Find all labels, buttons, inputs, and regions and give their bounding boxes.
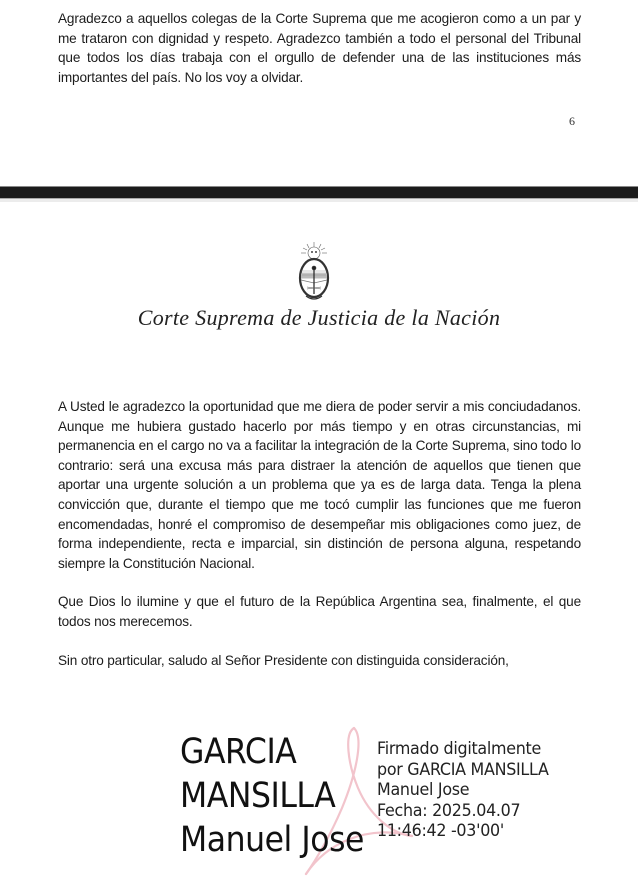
body-paragraph-3: Sin otro particular, saludo al Señor Presidente con distinguida consideración, (58, 653, 509, 668)
signature-detail-line: Fecha: 2025.04.07 (377, 800, 521, 821)
digital-signature-details (377, 739, 549, 842)
signature-detail-line: 11:46:42 -03'00' (377, 821, 504, 842)
body-paragraph-1: A Usted le agradezco la oportunidad que me diera de poder servir a mis conciudadanos. Aunque me hubiera gustado hacerlo por más tiempo y en otras circunstancias, mi permanencia en el cargo no va a facilitar la integración de la Corte Suprema, sino todo lo contrario: será una excusa más para distraer la atención de aquellos que tienen que aportar una urgente solución a un problema que ya es de larga data. Tenga la plena convicción que, durante el tiempo que me tocó cumplir las funciones que me fueron encomendadas, honré el compromiso de desempeñar mis obligaciones como juez, de forma independiente, recta e imparcial, sin distinción de persona alguna, respetando siempre la Constitución Nacional. (58, 399, 581, 571)
institution-name: Corte Suprema de Justicia de la Nación (137, 305, 501, 330)
signer-name-line-2: MANSILLA (180, 776, 336, 816)
signature-detail-line: por GARCIA MANSILLA (377, 759, 549, 780)
signer-name-line-3: Manuel Jose (180, 820, 364, 860)
coat-of-arms-icon (292, 240, 336, 304)
page-number: 6 (569, 114, 575, 128)
page-separator-shadow (0, 199, 638, 202)
body-paragraph-2: Que Dios lo ilumine y que el futuro de la República Argentina sea, finalmente, el que todos nos merecemos. (58, 594, 581, 629)
signature-detail-line: Manuel Jose (377, 780, 470, 801)
signature-detail-line: Firmado digitalmente (377, 739, 542, 759)
signer-name-line-1: GARCIA (180, 732, 297, 772)
closing-paragraph-previous-page: Agradezco a aquellos colegas de la Corte Suprema que me acogieron como a un par y me trataron con dignidad y respeto. Agradezco también a todo el personal del Tribunal que todos los días trabaja con el orgullo de defender una de las instituciones más importantes del país. No los voy a olvidar. (58, 11, 581, 85)
page-separator (0, 186, 638, 199)
